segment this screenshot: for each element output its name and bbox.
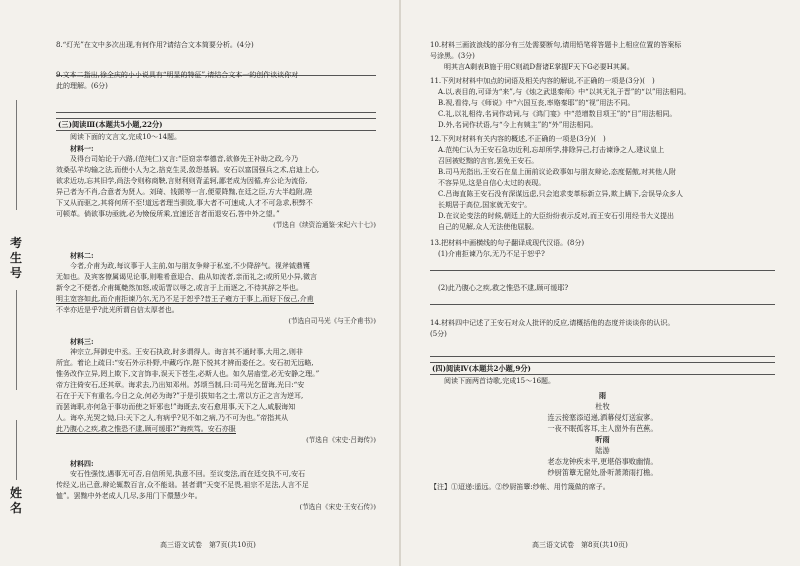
m2-line: 无如也。及宾客僚属谒见论事,则唯希意迎合、曲从如流者,亲而礼之;或所见小异,微言 — [56, 273, 318, 281]
m1-line: 下又从而驱之,其将何所不至!道远者理当驯致,事大者不可速成,人才不可急求,积弊不 — [56, 199, 313, 207]
question-9-line-2: 此的理解。(6分) — [56, 82, 108, 90]
m2-source: (节选自司马光《与王介甫书》) — [288, 317, 376, 325]
poem-2-line: 老态龙钟疾未平,更堪俗事败幽情。 — [547, 457, 658, 466]
m1-line: 效桑弘羊均输之法,而使小人为之,掊克生灵,敛怨基祸。安石以富国强兵之术,启迪上心, — [56, 166, 320, 174]
poem-1-title: 雨 — [598, 391, 607, 400]
question-13-title: 13.把材料中画横线的句子翻译成现代汉语。(8分) — [430, 239, 585, 247]
q12-option-a-1[interactable]: A.范纯仁认为王安石急功近利,忘却所学,排除异己,打击谏诤之人,建议皇上 — [438, 146, 665, 154]
name-label: 姓名 — [9, 486, 22, 515]
right-page — [402, 0, 800, 566]
m2-line-underlined: 明主宽容如此,而介甫拒谏乃尔,无乃不足于恕乎?昔王子雍方于事上,而好下佞己,介甫 — [56, 295, 314, 303]
m4-line: 传经义,出己意,辩论辄数百言,众不能诎。甚者谓“天变不足畏,祖宗不足法,人言不足 — [56, 481, 309, 489]
poem-2-title: 听雨 — [595, 435, 610, 444]
m3-source: (节选自《宋史·吕诲传》) — [306, 436, 376, 444]
material-4-label: 材料四: — [70, 459, 94, 468]
left-page-footer: 高三语文试卷 第7页(共10页) — [160, 541, 256, 549]
m4-source: (节选自《宋史·王安石传》) — [299, 503, 376, 511]
question-10-line-2: 号涂黑。(3分) — [430, 52, 475, 60]
right-page-footer: 高三语文试卷 第8页(共10页) — [532, 541, 628, 549]
m1-line: 可顿革。倘欲事功亟就,必为憸佞所乘,宜速还言者而退安石,答中外之望。” — [56, 210, 280, 218]
question-8: 8.“灯光”在文中多次出现,有何作用?请结合文本简要分析。(4分) — [56, 41, 254, 49]
poem-1-author: 杜牧 — [595, 402, 610, 411]
m3-line: 帝方注倚安石,还其章。诲求去,乃出知邓州。苏颂当制,曰:司马光乞留诲,光曰:“安 — [56, 381, 305, 389]
section-3-intro: 阅读下面的文言文,完成10～14题。 — [70, 133, 182, 141]
q12-option-c-2[interactable]: 长期居于高位,国家就无安宁。 — [438, 201, 532, 209]
left-page — [0, 0, 398, 566]
q13-2-answer-line[interactable] — [430, 294, 775, 305]
material-1-label: 材料一: — [70, 144, 94, 153]
q11-option-d[interactable]: D.外,名词作状语,与“今上有姨主”的“外”用法相同。 — [438, 121, 598, 129]
q12-option-c-1[interactable]: C.吕诲直陈王安石没有深谋远虑,只会追求变革标新立异,欺上瞒下,会误导众多人 — [438, 190, 684, 198]
q12-option-b-2[interactable]: 不容异见,这是自信心太过的表现。 — [438, 179, 546, 187]
m3-line: 神宗立,拜御史中丞。王安石执政,时多谓得人。诲言其不通时事,大用之,则非 — [70, 348, 303, 356]
material-2-label: 材料二: — [70, 251, 94, 260]
q13-item-2: (2)此乃腹心之疾,救之惟恐不逮,顾可缓耶? — [438, 284, 569, 292]
m3-line-underlined: 此乃腹心之疾,救之惟恐不逮,顾可缓耶?”诲疾笃。安石亦服 — [56, 425, 236, 433]
student-id-label: 考生号 — [9, 236, 22, 280]
m1-line: 异己者为不肖,合意者为贤人。刘琦、钱顗等一言,便蒙降黜,在廷之臣,方大半趋附,陛 — [56, 188, 313, 196]
question-14-line-1: 14.材料四中记述了王安石对众人批评的反应,请概括他的态度并谈谈你的认识。 — [430, 319, 675, 327]
q11-option-a[interactable]: A.以,表目的,可译为“来”,与《烛之武退秦师》中“以其无礼于晋”的“以”用法相同。 — [438, 88, 691, 96]
poem-1-line: 连云接塞添迢递,洒幕侵灯送寂寥。 — [547, 413, 658, 422]
section-3-title: (三)阅读Ⅲ(本题共5小题,22分) — [56, 118, 376, 131]
question-12-title: 12.下列对材料有关内容的概述,不正确的一项是(3分)( ) — [430, 135, 606, 143]
m1-source: (节选自《续资治通鉴·宋纪六十七》) — [273, 221, 376, 229]
poem-2-line: 纱厨笛簟无窟处,卧听萧萧雨打檐。 — [547, 468, 658, 477]
question-10-text[interactable]: 明其言A剩表B施于用C则疏D督诸E掌握F天下G必要H其属。 — [444, 63, 634, 71]
m2-line: 不幸亦近是乎?此光所谓自信太厚者也。 — [56, 306, 179, 314]
poem-1-line: 一夜不眠孤客耳,主人窗外有芭蕉。 — [547, 424, 658, 433]
question-9-line-1: 9.文本二指出,徐全庆的小小说具有“明显的特征”,请结合文本一的创作谈谈你对 — [56, 71, 299, 79]
q13-item-1: (1)介甫拒谏乃尔,无乃不足于恕乎? — [438, 250, 545, 258]
m3-line: 惟务改作立异,罔上欺下,文言饰非,误天下苍生,必斯人也。如久居庙堂,必无安静之理。” — [56, 370, 320, 378]
m1-line: 欲求近功,忘其旧学,尚法令则称商鞅,言财利则背孟轲,鄙老成为因循,弃公论为流俗, — [56, 177, 308, 185]
q14-answer-line[interactable] — [430, 346, 775, 357]
question-10-line-1: 10.材料三画波浪线的部分有三处需要断句,请用铅笔将答题卡上相应位置的答案标 — [430, 41, 682, 49]
m3-line: 石在于天下有重名,今日之众,何必为诲?”于是引拔知名之士,常以方正之言为逆耳, — [56, 392, 304, 400]
q12-option-b-1[interactable]: B.司马光指出,王安石在皇上面前议论政事如与朋友辩论,态度倨傲,对其他人附 — [438, 168, 677, 176]
question-14-line-2: (5分) — [430, 330, 447, 338]
q12-option-d-2[interactable]: 自己的见解,众人无法使他屈服。 — [438, 223, 539, 231]
m3-line: 人。诲卒,光哭之恸,曰:天下之人,有病乎?见不如之病,乃不可为也。”帝指其从 — [56, 414, 289, 422]
section-4-intro: 阅读下面两首诗歌,完成15～16题。 — [444, 377, 556, 385]
q12-option-d-1[interactable]: D.在议论变法的时候,朝廷上的大臣纷纷表示反对,而王安石引用经书大义提出 — [438, 212, 675, 220]
m2-line: 新令之不便者,介甫辄艴然加怒,或诟詈以辱之,或言于上而逐之,不待其辞之毕也。 — [56, 284, 303, 292]
q11-option-c[interactable]: C.礼,以礼相待,名词作动词,与《鸿门宴》中“范增数目项王”的“目”用法相同。 — [438, 110, 677, 118]
poem-note: 【注】①迢递:遥远。②纱厨笛簟:纱帐、用竹篾做的席子。 — [430, 483, 610, 491]
m4-line: 安石性强忮,遇事无可否,自信所见,执意不回。至议变法,而在廷交执不可,安石 — [70, 470, 306, 478]
m3-line: 而罢诲职,亦何急于事功而使之奸邪也!”诲既去,安石愈用事,天下之人,咸服诲知 — [56, 403, 296, 411]
q11-option-b[interactable]: B.视,看待,与《师说》中“六国互丧,率赂秦耶”的“视”用法不同。 — [438, 99, 635, 107]
m4-line: 恤”。罢黜中外老成人几尽,多用门下儇慧少年。 — [56, 492, 202, 500]
poem-2-author: 陆游 — [595, 446, 610, 455]
q12-option-a-2[interactable]: 召回被贬黜的言官,罢免王安石。 — [438, 157, 539, 165]
m3-line: 所宜。着论上疏曰:“安石外示朴野,中藏巧诈,陛下悦其才辨而委任之。安石初无远略, — [56, 359, 314, 367]
q13-1-answer-line[interactable] — [430, 260, 775, 271]
question-11-title: 11.下列对材料中加点的词语及相关内容的解说,不正确的一项是(3分)( ) — [430, 77, 655, 85]
material-3-label: 材料三: — [70, 337, 94, 346]
q9-answer-line[interactable] — [56, 102, 376, 113]
m2-line: 今者,介甫为政,每议事于人主前,如与朋友争辩于私室,不少降辞气。视斧钺鼎镬 — [70, 262, 310, 270]
page-fold — [399, 0, 401, 566]
m1-line: 及得台司始论于六路,(范纯仁)又言:“臣窃亲奉德音,欲修先王补助之政,今乃 — [70, 155, 299, 163]
section-4-title: (四)阅读Ⅳ(本题共2小题,9分) — [430, 362, 775, 375]
